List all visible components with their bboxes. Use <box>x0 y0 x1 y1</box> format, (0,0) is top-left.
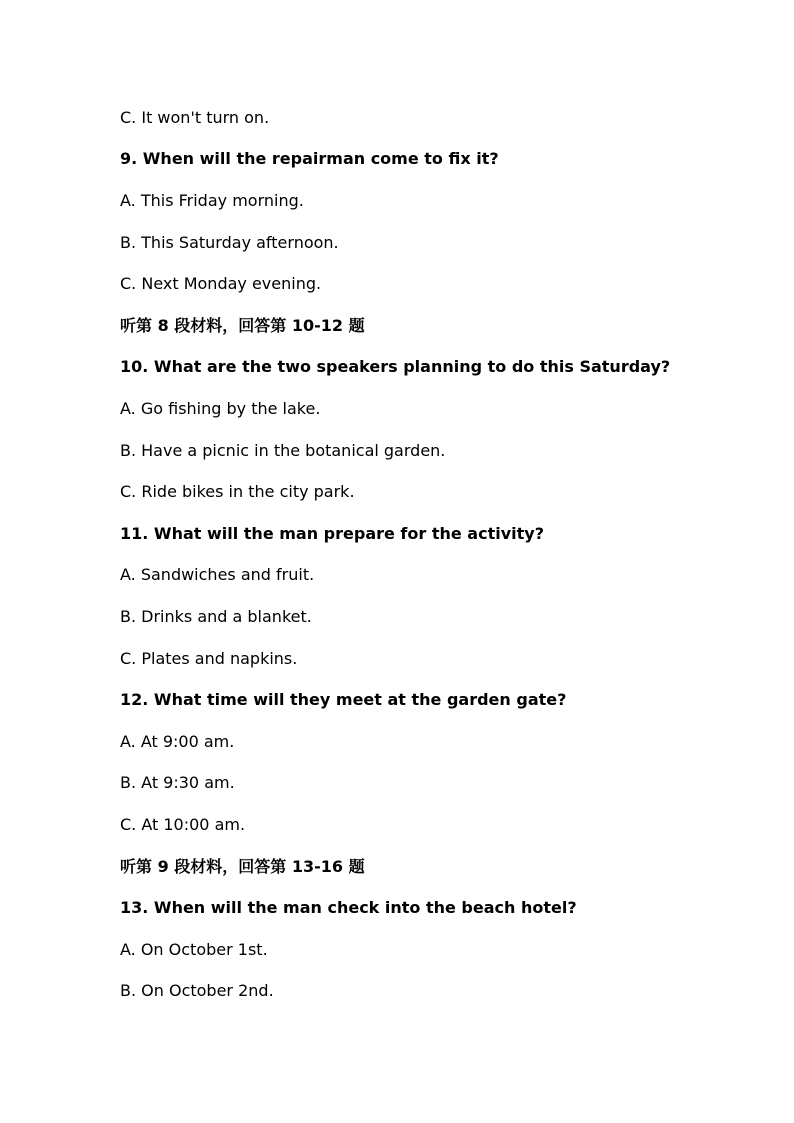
option-12a: A. At 9:00 am. <box>120 732 235 751</box>
question-11: 11. What will the man prepare for the activity? <box>120 524 544 543</box>
question-10: 10. What are the two speakers planning to do this Saturday? <box>120 357 671 376</box>
section-heading-9: 听第 9 段材料，回答第 13-16 题 <box>120 857 365 876</box>
option-12b: B. At 9:30 am. <box>120 773 235 792</box>
option-9a: A. This Friday morning. <box>120 191 304 210</box>
option-9c: C. Next Monday evening. <box>120 274 322 293</box>
option-8c: C. It won't turn on. <box>120 108 270 127</box>
question-9: 9. When will the repairman come to fix it? <box>120 149 499 168</box>
question-13: 13. When will the man check into the beach hotel? <box>120 898 577 917</box>
option-11c: C. Plates and napkins. <box>120 649 298 668</box>
option-11b: B. Drinks and a blanket. <box>120 607 312 626</box>
option-12c: C. At 10:00 am. <box>120 815 246 834</box>
option-11a: A. Sandwiches and fruit. <box>120 565 315 584</box>
option-10a: A. Go fishing by the lake. <box>120 399 321 418</box>
option-10b: B. Have a picnic in the botanical garden. <box>120 441 446 460</box>
option-9b: B. This Saturday afternoon. <box>120 233 339 252</box>
option-13a: A. On October 1st. <box>120 940 268 959</box>
option-13b: B. On October 2nd. <box>120 981 274 1000</box>
option-10c: C. Ride bikes in the city park. <box>120 482 355 501</box>
section-heading-8: 听第 8 段材料，回答第 10-12 题 <box>120 316 365 335</box>
question-12: 12. What time will they meet at the garden gate? <box>120 690 567 709</box>
